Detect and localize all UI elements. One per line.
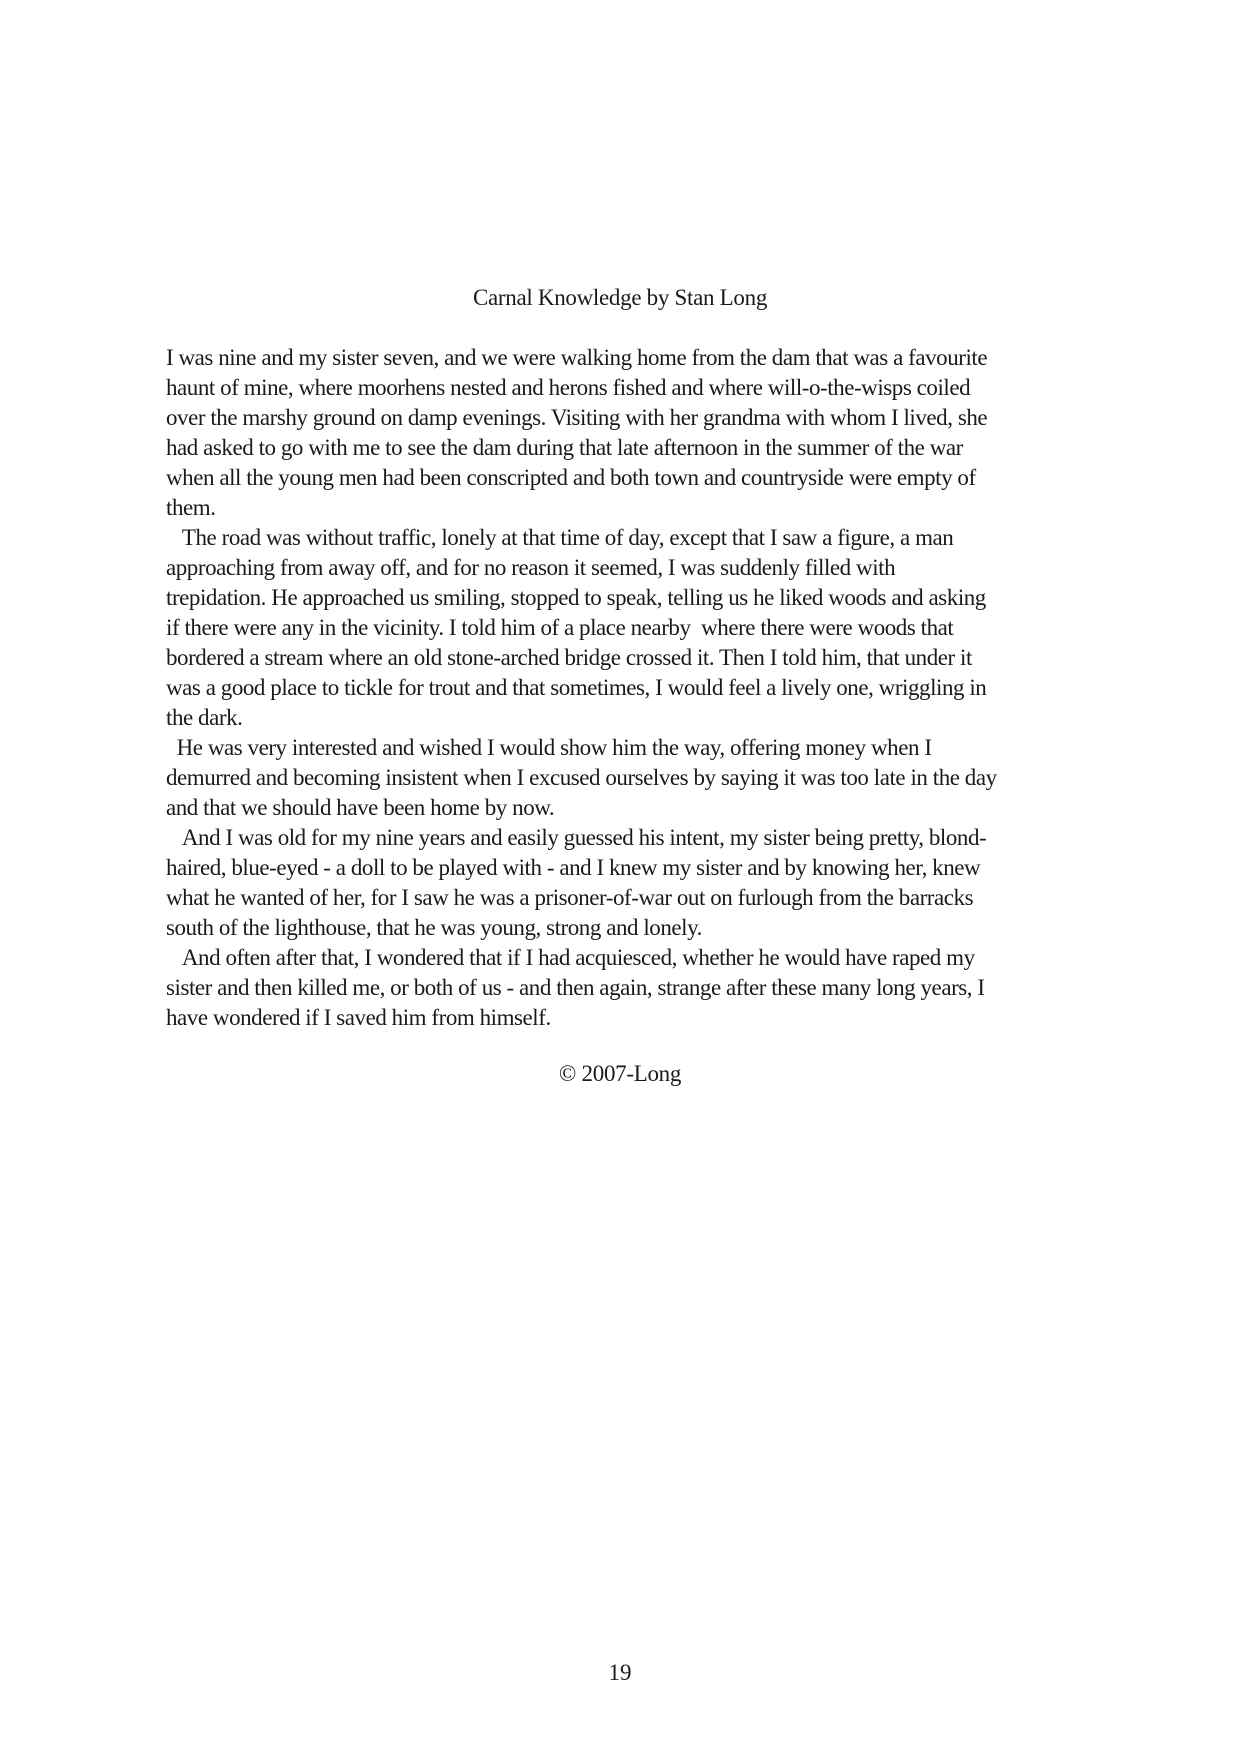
body-line: when all the young men had been conscripted and both town and countryside were empty of <box>166 465 976 490</box>
body-line: haunt of mine, where moorhens nested and herons fished and where will-o-the-wisps coiled <box>166 375 971 400</box>
body-line: trepidation. He approached us smiling, stopped to speak, telling us he liked woods and asking <box>166 585 986 610</box>
body-line: have wondered if I saved him from himself. <box>166 1005 551 1030</box>
story-body <box>166 343 1126 1033</box>
body-line: was a good place to tickle for trout and that sometimes, I would feel a lively one, wriggling in <box>166 675 987 700</box>
body-line: I was nine and my sister seven, and we were walking home from the dam that was a favourite <box>166 345 988 370</box>
body-line: what he wanted of her, for I saw he was a prisoner-of-war out on furlough from the barracks <box>166 885 974 910</box>
body-line: He was very interested and wished I would show him the way, offering money when I <box>166 735 932 760</box>
body-line: demurred and becoming insistent when I excused ourselves by saying it was too late in the day <box>166 765 997 790</box>
body-line: haired, blue-eyed - a doll to be played with - and I knew my sister and by knowing her, knew <box>166 855 981 880</box>
copyright-notice: © 2007-Long <box>558 1061 682 1086</box>
body-line: And I was old for my nine years and easily guessed his intent, my sister being pretty, blond- <box>166 825 987 850</box>
body-line: the dark. <box>166 705 243 730</box>
body-line: approaching from away off, and for no reason it seemed, I was suddenly filled with <box>166 555 896 580</box>
body-line: over the marshy ground on damp evenings. Visiting with her grandma with whom I lived, she <box>166 405 988 430</box>
story-title: Carnal Knowledge by Stan Long <box>472 285 768 310</box>
page-number: 19 <box>608 1660 632 1685</box>
body-line: sister and then killed me, or both of us - and then again, strange after these many long years, I <box>166 975 985 1000</box>
body-line: if there were any in the vicinity. I told him of a place nearby where there were woods that <box>166 615 954 640</box>
body-line: had asked to go with me to see the dam during that late afternoon in the summer of the war <box>166 435 963 460</box>
body-line: and that we should have been home by now. <box>166 795 555 820</box>
body-line: And often after that, I wondered that if I had acquiesced, whether he would have raped my <box>166 945 975 970</box>
body-line: them. <box>166 495 216 520</box>
body-line: bordered a stream where an old stone-arched bridge crossed it. Then I told him, that under it <box>166 645 972 670</box>
body-line: The road was without traffic, lonely at that time of day, except that I saw a figure, a man <box>166 525 954 550</box>
body-line: south of the lighthouse, that he was young, strong and lonely. <box>166 915 702 940</box>
